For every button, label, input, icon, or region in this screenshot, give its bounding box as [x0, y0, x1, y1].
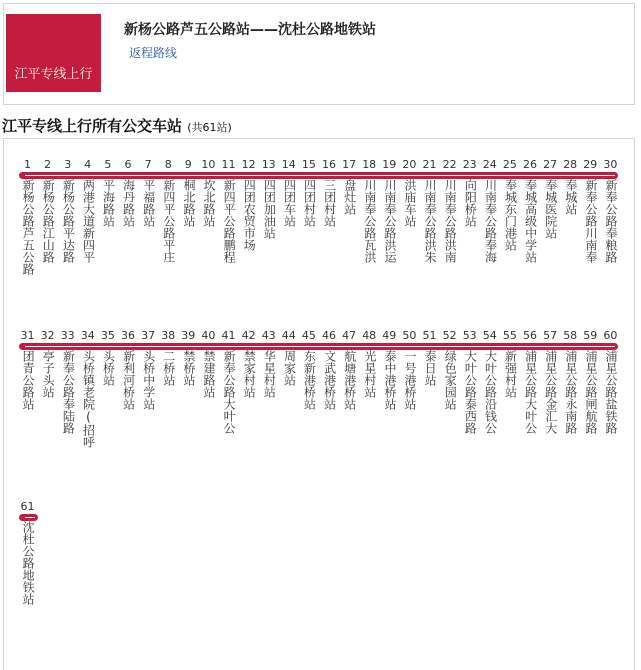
- stop-name: 浦星公路大叶公: [523, 350, 538, 434]
- stop-number: 61: [20, 500, 35, 513]
- bus-stop[interactable]: [98, 328, 117, 386]
- stop-name: 东新港桥站: [302, 350, 317, 410]
- reverse-route-link[interactable]: 返程路线: [129, 46, 178, 60]
- stop-name: 新杨公路江山路: [41, 179, 56, 263]
- bus-stop[interactable]: [420, 157, 439, 263]
- stop-name: 绿色家园站: [443, 350, 458, 410]
- stop-number: 4: [84, 158, 92, 171]
- stop-number: 1: [24, 158, 31, 171]
- stop-name: 奉城站: [563, 179, 578, 215]
- stop-name: 新奉公路川南奉: [583, 179, 598, 263]
- stop-name: 四团农贸市场: [242, 179, 257, 251]
- stop-number: 60: [603, 329, 618, 342]
- stop-name: 沈杜公路地铁站: [21, 521, 36, 605]
- bus-stop[interactable]: [219, 328, 238, 434]
- bus-stop[interactable]: [521, 328, 540, 434]
- stop-number: 54: [482, 329, 497, 342]
- bus-stop[interactable]: [179, 157, 198, 227]
- stop-name: 平福路站: [141, 179, 156, 227]
- stop-number: 13: [261, 158, 276, 171]
- stop-count: (共61站): [187, 121, 232, 134]
- stop-name: 大叶公路泰西路: [463, 350, 478, 434]
- stop-name: 奉城高级中学站: [523, 179, 538, 263]
- stop-number: 34: [80, 329, 95, 342]
- stop-name: 川南奉公路洪运: [382, 179, 397, 263]
- stop-name: 二桥站: [161, 350, 176, 386]
- bus-stop[interactable]: [480, 328, 499, 434]
- stop-name: 新杨公路芦五公路: [21, 179, 36, 275]
- stop-number: 41: [221, 329, 236, 342]
- bus-stop[interactable]: [299, 157, 318, 227]
- stop-number: 24: [482, 158, 497, 171]
- stop-name: 洪庙车站: [403, 179, 418, 227]
- stop-name: 新奉公路大叶公: [222, 350, 237, 434]
- stop-number: 32: [40, 329, 55, 342]
- stop-number: 28: [563, 158, 578, 171]
- route-header: [3, 3, 635, 105]
- stop-number: 14: [281, 158, 296, 171]
- bus-stop[interactable]: [58, 328, 77, 434]
- bus-stop[interactable]: [601, 157, 620, 263]
- stop-name: 平海路站: [101, 179, 116, 227]
- stop-name: 文武港桥站: [322, 350, 337, 410]
- stop-name: 禁家村站: [242, 350, 257, 398]
- stop-number: 38: [161, 329, 176, 342]
- stop-number: 18: [362, 158, 377, 171]
- bus-stop[interactable]: [420, 328, 439, 386]
- stop-number: 19: [382, 158, 397, 171]
- stop-number: 7: [144, 158, 152, 171]
- bus-stop[interactable]: [199, 157, 218, 227]
- stop-number: 58: [563, 329, 578, 342]
- stop-number: 17: [342, 158, 357, 171]
- stop-number: 3: [64, 158, 72, 171]
- bus-stop[interactable]: [98, 157, 117, 227]
- stop-name: 航塘港桥站: [342, 350, 357, 410]
- bus-stop[interactable]: [460, 157, 479, 227]
- bus-stop[interactable]: [219, 157, 238, 263]
- stop-number: 25: [502, 158, 517, 171]
- bus-stop[interactable]: [199, 328, 218, 398]
- bus-stop[interactable]: [139, 157, 158, 227]
- stop-number: 27: [543, 158, 558, 171]
- stop-number: 9: [184, 158, 192, 171]
- bus-stop[interactable]: [159, 328, 178, 386]
- stop-name: 浦星公路金汇大: [543, 350, 558, 434]
- stop-number: 50: [402, 329, 417, 342]
- stop-number: 26: [523, 158, 537, 171]
- stop-number: 42: [241, 329, 256, 342]
- stop-name: 大叶公路沿钱公: [483, 350, 498, 434]
- stop-name: 川南奉公路洪朱: [423, 179, 438, 263]
- stop-number: 29: [583, 158, 598, 171]
- stop-name: 亭子头站: [41, 350, 56, 398]
- stop-name: 川南奉公路洪南: [443, 179, 458, 263]
- bus-stop[interactable]: [581, 328, 600, 434]
- stop-number: 2: [44, 158, 52, 171]
- stop-number: 8: [164, 158, 172, 171]
- stop-name: 浦星公路盐铁路: [604, 350, 619, 434]
- bus-stop[interactable]: [18, 157, 37, 275]
- stop-number: 21: [422, 158, 437, 171]
- stop-name: 新四平公路鹏程: [222, 179, 237, 263]
- bus-stop[interactable]: [340, 157, 359, 215]
- bus-stop[interactable]: [380, 157, 399, 263]
- stop-name: 头桥镇老院(招呼: [81, 350, 96, 448]
- stop-name: 禁建路站: [202, 350, 217, 398]
- stop-number: 53: [462, 329, 477, 342]
- bus-stop[interactable]: [400, 157, 419, 227]
- bus-stop[interactable]: [38, 157, 57, 263]
- bus-stop[interactable]: [78, 157, 97, 263]
- stop-number: 40: [201, 329, 216, 342]
- stop-number: 31: [20, 329, 35, 342]
- bus-stop[interactable]: [239, 328, 258, 398]
- stop-name: 向阳桥站: [463, 179, 478, 227]
- stop-number: 51: [422, 329, 437, 342]
- stop-name: 川南奉公路瓦洪: [362, 179, 377, 263]
- bus-stop[interactable]: [279, 328, 298, 386]
- stop-name: 头桥站: [101, 350, 116, 386]
- stop-name: 三团村站: [322, 179, 337, 227]
- bus-stop[interactable]: [581, 157, 600, 263]
- bus-stop[interactable]: [440, 157, 459, 263]
- route-badge: [6, 14, 101, 92]
- bus-stop[interactable]: [380, 328, 399, 410]
- stop-number: 33: [60, 329, 75, 342]
- bus-stop[interactable]: [561, 157, 580, 215]
- stop-number: 6: [124, 158, 132, 171]
- stop-number: 11: [221, 158, 236, 171]
- stop-name: 盘灶站: [342, 179, 357, 215]
- stop-number: 39: [181, 329, 196, 342]
- bus-stop[interactable]: [440, 328, 459, 410]
- stop-name: 新四平公路平庄: [161, 179, 176, 263]
- bus-stop[interactable]: [58, 157, 77, 263]
- stop-name: 四团车站: [282, 179, 297, 227]
- stop-name: 海丹路站: [121, 179, 136, 227]
- bus-stop[interactable]: [460, 328, 479, 434]
- stop-name: 奉城医院站: [543, 179, 558, 239]
- bus-stop[interactable]: [78, 328, 97, 448]
- stop-name: 泰日站: [423, 350, 438, 386]
- stop-number: 45: [301, 329, 316, 342]
- stop-number: 35: [100, 329, 115, 342]
- stop-number: 37: [141, 329, 156, 342]
- stop-name: 新奉公路奉陆路: [61, 350, 76, 434]
- stop-number: 55: [502, 329, 517, 342]
- bus-stop[interactable]: [360, 157, 379, 263]
- stop-number: 57: [543, 329, 558, 342]
- stop-number: 47: [342, 329, 357, 342]
- stop-name: 桐北路站: [181, 179, 196, 227]
- bus-stop[interactable]: [320, 157, 339, 227]
- bus-stop[interactable]: [119, 157, 138, 227]
- bus-stop[interactable]: [340, 328, 359, 410]
- stop-number: 22: [442, 158, 457, 171]
- stop-name: 光星村站: [362, 350, 377, 398]
- stop-number: 20: [402, 158, 417, 171]
- bus-stop[interactable]: [159, 157, 178, 263]
- stop-number: 46: [322, 329, 336, 342]
- stop-number: 44: [281, 329, 296, 342]
- stop-number: 16: [322, 158, 336, 171]
- stop-number: 59: [583, 329, 598, 342]
- stop-number: 52: [442, 329, 457, 342]
- stop-name: 奉城东门港站: [503, 179, 518, 251]
- stop-number: 49: [382, 329, 397, 342]
- bus-stop[interactable]: [279, 157, 298, 227]
- stop-name: 一号港桥站: [403, 350, 418, 410]
- bus-stop[interactable]: [259, 157, 278, 239]
- stop-name: 四团村站: [302, 179, 317, 227]
- bus-stop[interactable]: [561, 328, 580, 434]
- stop-name: 华星村站: [262, 350, 277, 398]
- stop-name: 两港大道新四平: [81, 179, 96, 263]
- stop-name: 周家站: [282, 350, 297, 386]
- bus-stop[interactable]: [601, 328, 620, 434]
- stop-number: 30: [603, 158, 618, 171]
- stop-number: 48: [362, 329, 377, 342]
- stop-name: 禁桥站: [181, 350, 196, 386]
- bus-stop[interactable]: [500, 328, 519, 398]
- bus-stop[interactable]: [18, 499, 37, 605]
- bus-stop[interactable]: [119, 328, 138, 410]
- bus-stop[interactable]: [299, 328, 318, 410]
- stop-name: 新奉公路奉粮路: [604, 179, 619, 263]
- bus-stop[interactable]: [179, 328, 198, 386]
- bus-stop[interactable]: [18, 328, 37, 410]
- stop-number: 15: [301, 158, 316, 171]
- bus-stop[interactable]: [400, 328, 419, 410]
- route-title: 新杨公路芦五公路站——沈杜公路地铁站: [124, 22, 376, 38]
- bus-stop[interactable]: [320, 328, 339, 410]
- stop-name: 浦星公路闸航路: [583, 350, 598, 434]
- stop-name: 浦星公路永南路: [563, 350, 578, 434]
- bus-stop[interactable]: [541, 328, 560, 434]
- stop-name: 四团加油站: [262, 179, 277, 239]
- stop-number: 56: [523, 329, 537, 342]
- stop-number: 23: [462, 158, 477, 171]
- stop-name: 头桥中学站: [141, 350, 156, 410]
- stop-number: 36: [121, 329, 135, 342]
- stop-name: 团青公路站: [21, 350, 36, 410]
- bus-stop[interactable]: [521, 157, 540, 263]
- bus-stop[interactable]: [541, 157, 560, 239]
- bus-stop[interactable]: [38, 328, 57, 398]
- stop-name: 新利河桥站: [121, 350, 136, 410]
- stop-name: 新杨公路平达路: [61, 179, 76, 263]
- stop-number: 10: [201, 158, 216, 171]
- stop-number: 43: [261, 329, 276, 342]
- bus-stop[interactable]: [259, 328, 278, 398]
- bus-stop[interactable]: [239, 157, 258, 251]
- stop-name: 泰中港桥站: [382, 350, 397, 410]
- bus-stop[interactable]: [500, 157, 519, 251]
- route-badge-label: 江平专线上行: [14, 67, 93, 82]
- bus-stop[interactable]: [480, 157, 499, 263]
- section-title-text: 江平专线上行所有公交车站: [2, 117, 183, 135]
- section-title: [2, 115, 232, 136]
- bus-stop[interactable]: [360, 328, 379, 398]
- stop-number: 12: [241, 158, 256, 171]
- stop-name: 坎北路站: [202, 179, 217, 227]
- bus-stop[interactable]: [139, 328, 158, 410]
- stop-name: 新强村站: [503, 350, 518, 398]
- stop-name: 川南奉公路奉海: [483, 179, 498, 263]
- stop-number: 5: [104, 158, 112, 171]
